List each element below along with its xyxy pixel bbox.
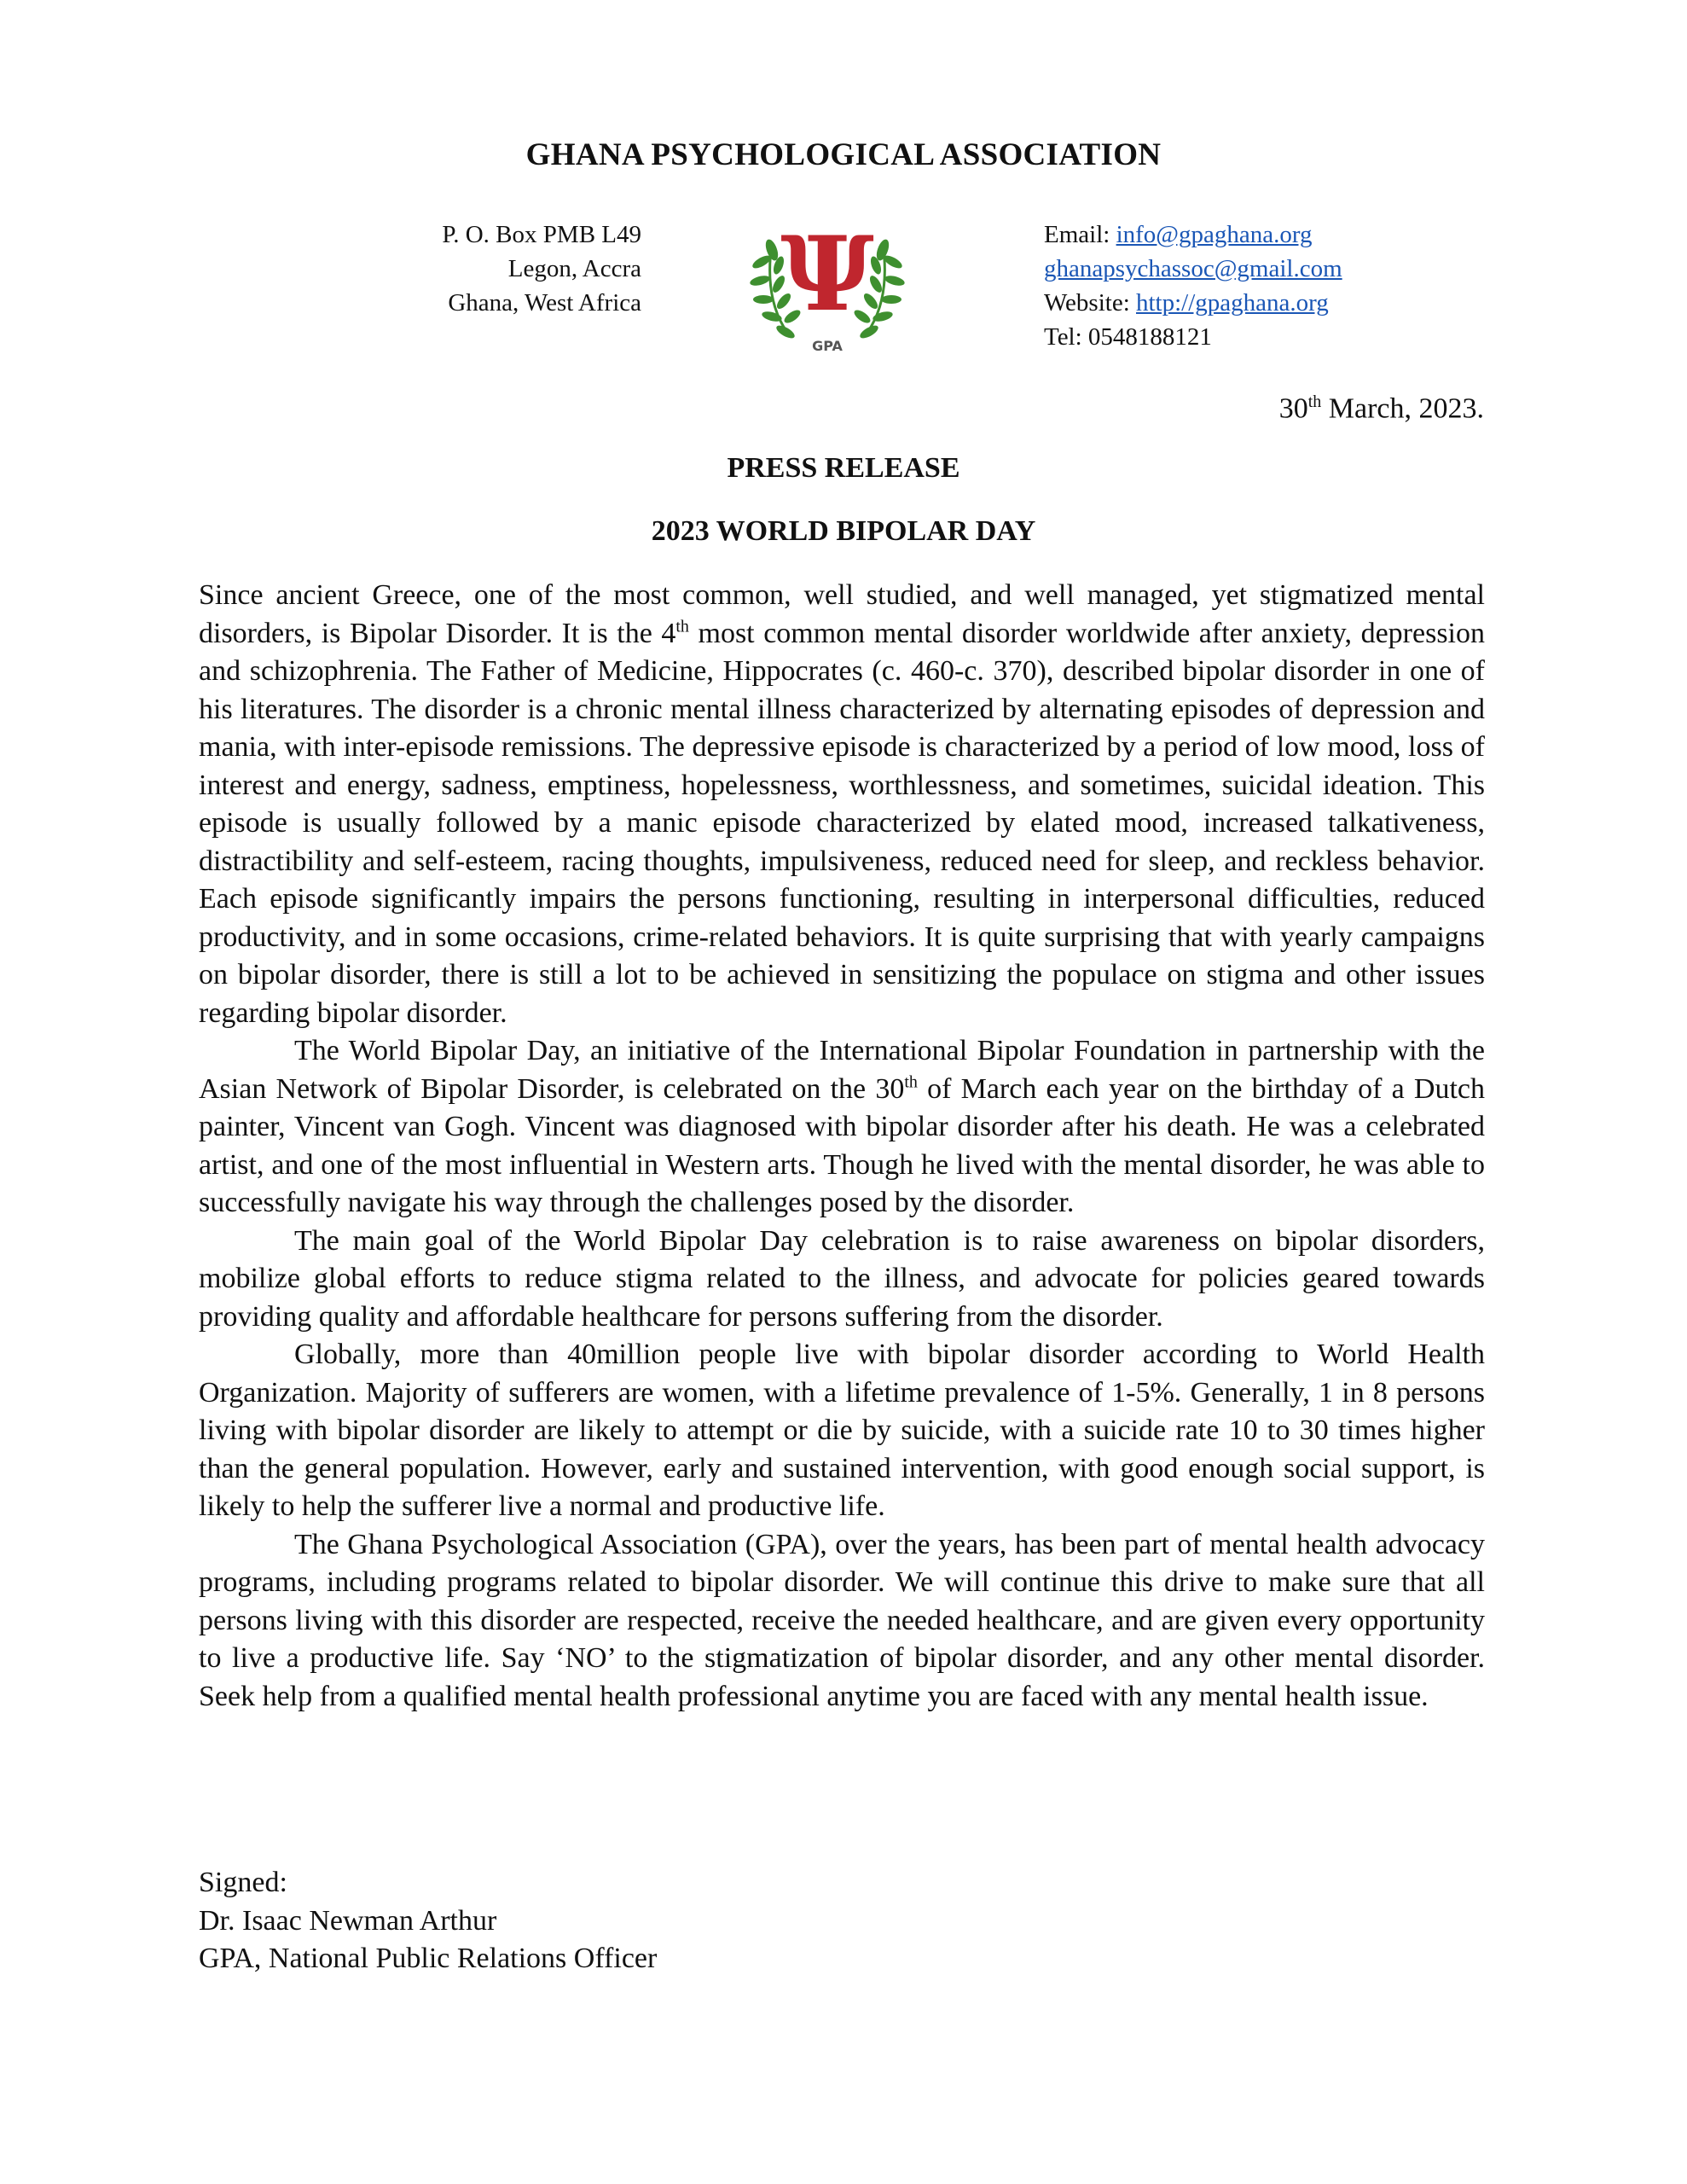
telephone: Tel: 0548188121 [1044,323,1212,351]
paragraph-text: of March each year on the birthday of a Dutch painter, Vincent van Gogh. Vincent was diagnosed with bipolar disorder after his death. He was a celebrated artist, and one of the most influential in Western arts. Though he lived with the mental disorder, he was able to successfully navigate his way through the challenges posed by the disorder. [199,1072,1485,1218]
paragraph-text: most common mental disorder worldwide after anxiety, depression and schizophrenia. The Father of Medicine, Hippocrates (c. 460-c. 370), described bipolar disorder in one of his literatures. The disorder is a chronic mental illness characterized by alternating episodes of depression and mania, with inter-episode remissions. The depressive episode is characterized by a period of low mood, loss of interest and energy, sadness, emptiness, hopelessness, worthlessness, and sometimes, suicidal ideation. This episode is usually followed by a manic episode characterized by elated mood, increased talkativeness, distractibility and self-esteem, racing thoughts, impulsiveness, reduced need for sleep, and reckless behavior. Each episode significantly impairs the persons functioning, resulting in interpersonal difficulties, reduced productivity, and in some occasions, crime-related behaviors. It is quite surprising that with yearly campaigns on bipolar disorder, there is still a lot to be achieved in sensitizing the populace on stigma and other issues regarding bipolar disorder. [199,617,1485,1029]
paragraph-gpa-commitment: The Ghana Psychological Association (GPA), over the years, has been part of mental health advocacy programs, including programs related to bipolar disorder. We will continue this drive to make sure that all persons living with this disorder are respected, receive the needed healthcare, and are given every opportunity to live a productive life. Say ‘NO’ to the stigmatization of bipolar disorder, and any other mental disorder. Seek help from a qualified mental health professional anytime you are faced with any mental health issue. [199,1528,1485,1712]
address-line: Ghana, West Africa [448,289,641,317]
signatory-name: Dr. Isaac Newman Arthur [199,1904,497,1937]
email-alt-line [1044,252,1342,286]
email-label: Email: [1044,221,1110,248]
release-date [1279,392,1484,425]
release-body [199,577,1485,1716]
signatory-title: GPA, National Public Relations Officer [199,1943,658,1974]
website-link[interactable]: http://gpaghana.org [1136,289,1329,317]
psi-symbol-icon: Ψ [780,214,874,334]
contact-details [1044,218,1342,354]
ordinal-suffix: th [904,1072,918,1092]
paragraph-intro [199,577,1485,1032]
postal-address [442,218,641,320]
address-line: P. O. Box PMB L49 [442,221,641,248]
paragraph-statistics: Globally, more than 40million people live with bipolar disorder according to World Health Organization. Majority of sufferers are women, with a lifetime prevalence of 1-5%. Generally, 1 in 8 persons living with bipolar disorder are likely to attempt or die by suicide, with a suicide rate 10 to 30 times higher than the general population. However, early and sustained intervention, with good enough social support, is likely to help the sufferer live a normal and productive life. [199,1339,1485,1522]
gpa-logo [746,209,908,356]
press-release-heading: PRESS RELEASE [727,452,960,484]
paragraph-text: The World Bipolar Day, an initiative of the International Bipolar Foundation in partnership with the Asian Network of Bipolar Disorder, is celebrated on the 30 [199,1035,1485,1105]
date-rest: March, 2023. [1328,392,1484,425]
logo-text: GPA [812,338,843,354]
ordinal-suffix: th [675,617,689,636]
organization-name: GHANA PSYCHOLOGICAL ASSOCIATION [525,137,1162,172]
paragraph-world-bipolar-day [199,1032,1485,1223]
website-label: Website: [1044,289,1130,317]
paragraph-text: Since ancient Greece, one of the most common, well studied, and well managed, yet stigmatized mental disorders, is Bipolar Disorder. It is the 4 [199,579,1485,649]
email-link[interactable]: info@gpaghana.org [1116,221,1313,248]
email-alt-link[interactable]: ghanapsychassoc@gmail.com [1044,255,1342,282]
address-line: Legon, Accra [507,255,641,282]
website-line [1044,286,1342,320]
signature-block [199,1864,657,1978]
paragraph-goal: The main goal of the World Bipolar Day celebration is to raise awareness on bipolar disorders, mobilize global efforts to reduce stigma related to the illness, and advocate for policies geared towards providing quality and affordable healthcare for persons suffering from the disorder. [199,1224,1485,1333]
date-day: 30 [1278,392,1308,425]
signed-label: Signed: [199,1867,287,1898]
email-line [1044,218,1342,252]
date-suffix: th [1307,392,1322,411]
event-heading: 2023 WORLD BIPOLAR DAY [651,515,1036,547]
